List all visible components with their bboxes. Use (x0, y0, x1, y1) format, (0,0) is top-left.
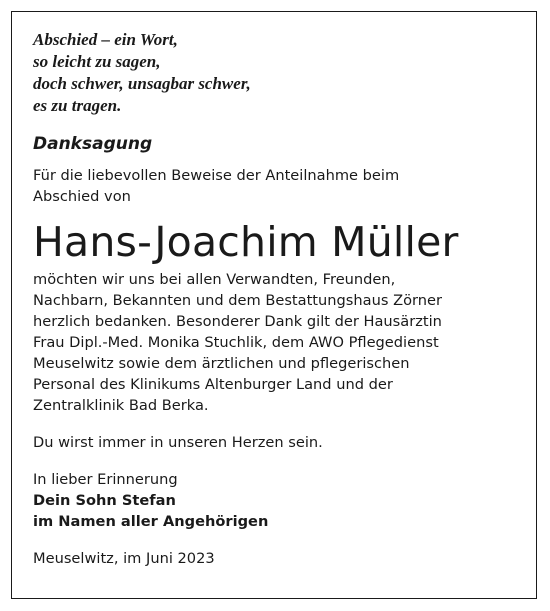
thanks-line: Nachbarn, Bekannten und dem Bestattungshaus Zörner (33, 292, 442, 309)
intro-line: Für die liebevollen Beweise der Anteilnahme beim (33, 167, 400, 184)
intro-line: Abschied von (33, 188, 131, 205)
place-date: Meuselwitz, im Juni 2023 (33, 550, 215, 567)
thanks-line: Frau Dipl.-Med. Monika Stuchlik, dem AWO Pflegedienst (33, 334, 439, 351)
family-line: im Namen aller Angehörigen (33, 513, 269, 530)
thanks-line: herzlich bedanken. Besonderer Dank gilt der Hausärztin (33, 313, 442, 330)
poem-line: es zu tragen. (33, 96, 122, 115)
deceased-name: Hans-Joachim Müller (33, 218, 459, 266)
poem-line: so leicht zu sagen, (33, 52, 161, 71)
thanks-line: Personal des Klinikums Altenburger Land und der (33, 376, 393, 393)
thanks-line: möchten wir uns bei allen Verwandten, Freunden, (33, 271, 396, 288)
thanks-line: Meuselwitz sowie dem ärztlichen und pflegerischen (33, 355, 410, 372)
poem-line: Abschied – ein Wort, (33, 30, 178, 49)
signer-name: Dein Sohn Stefan (33, 492, 176, 509)
notice-heading: Danksagung (33, 134, 153, 154)
intro-text (33, 165, 528, 207)
regards-intro: In lieber Erinnerung (33, 471, 178, 488)
obituary-notice (33, 29, 528, 569)
poem-line: doch schwer, unsagbar schwer, (33, 74, 251, 93)
farewell-poem (33, 29, 528, 117)
thanks-text (33, 269, 528, 416)
thanks-line: Zentralklinik Bad Berka. (33, 397, 209, 414)
closing-line: Du wirst immer in unseren Herzen sein. (33, 434, 323, 451)
regards-block (33, 469, 528, 532)
